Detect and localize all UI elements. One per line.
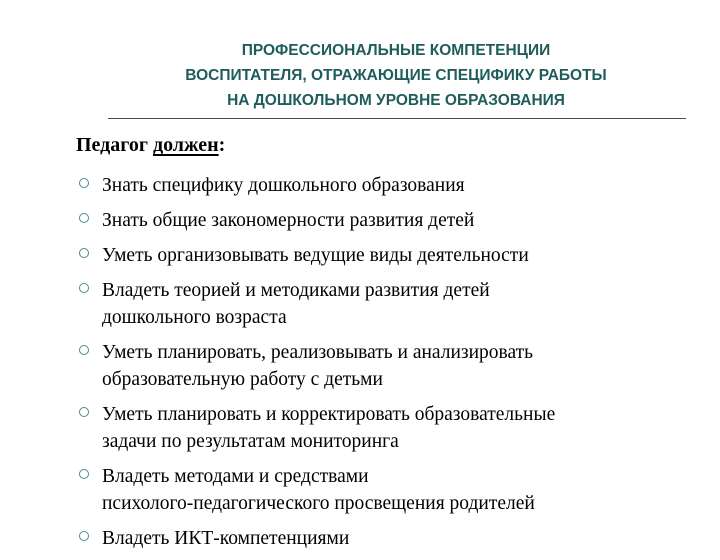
list-item-line: дошкольного возраста (102, 307, 287, 328)
list-item-line: Уметь планировать и корректировать образовательные (102, 404, 556, 425)
list-item-text (102, 463, 700, 517)
list-item (76, 277, 700, 331)
list-item (76, 242, 700, 269)
circle-bullet-icon (79, 345, 89, 355)
list-item-line: Владеть теорией и методиками развития детей (102, 280, 490, 301)
circle-bullet-icon (79, 213, 89, 223)
list-item-text (102, 401, 700, 455)
list-item (76, 401, 700, 455)
list-item (76, 525, 700, 552)
list-item-text (102, 339, 700, 393)
list-item-line: Владеть методами и средствами (102, 466, 369, 487)
list-item-line: Уметь планировать, реализовывать и анализировать (102, 342, 534, 363)
lead-suffix: : (218, 134, 226, 156)
slide-title-line: НА ДОШКОЛЬНОМ УРОВНЕ ОБРАЗОВАНИЯ (227, 92, 565, 109)
list-item-line: Владеть ИКТ-компетенциями (102, 528, 350, 549)
slide-title (100, 38, 692, 113)
list-item-line: психолого-педагогического просвещения родителей (102, 493, 535, 514)
circle-bullet-icon (79, 407, 89, 417)
list-item-line: Знать специфику дошкольного образования (102, 175, 465, 196)
list-item-line: Знать общие закономерности развития детей (102, 210, 475, 231)
list-item (76, 207, 700, 234)
slide-title-line: ПРОФЕССИОНАЛЬНЫЕ КОМПЕТЕНЦИИ (241, 42, 551, 59)
list-item-text (102, 277, 700, 331)
list-item-line: задачи по результатам мониторинга (102, 431, 399, 452)
lead-statement (76, 131, 225, 159)
list-item-text (102, 207, 700, 234)
title-divider (108, 118, 686, 119)
list-item-text (102, 525, 700, 552)
list-item (76, 339, 700, 393)
lead-prefix: Педагог (76, 134, 153, 156)
list-item-line: Уметь организовывать ведущие виды деятельности (102, 245, 529, 266)
lead-emphasis: должен (152, 134, 219, 156)
competency-list (76, 172, 700, 560)
list-item-text (102, 242, 700, 269)
list-item-text (102, 172, 700, 199)
list-item-line: образовательную работу с детьми (102, 369, 383, 390)
list-item (76, 172, 700, 199)
circle-bullet-icon (79, 248, 89, 258)
circle-bullet-icon (79, 283, 89, 293)
slide-title-line: ВОСПИТАТЕЛЯ, ОТРАЖАЮЩИЕ СПЕЦИФИКУ РАБОТЫ (185, 67, 607, 84)
circle-bullet-icon (79, 469, 89, 479)
circle-bullet-icon (79, 178, 89, 188)
list-item (76, 463, 700, 517)
